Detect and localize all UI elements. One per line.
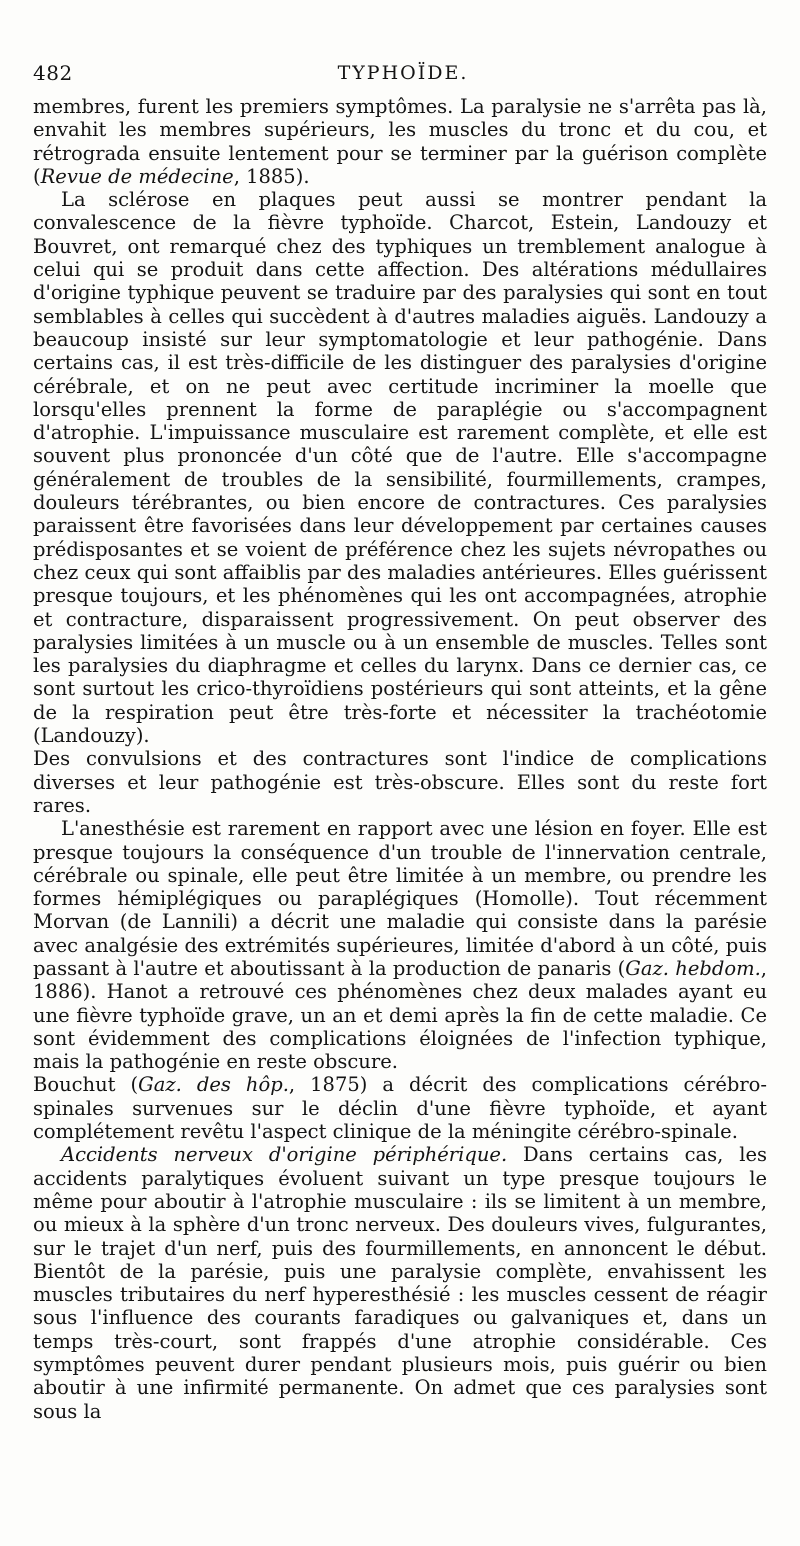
body-text (33, 95, 767, 1423)
page-number: 482 (33, 61, 73, 85)
running-title: TYPHOÏDE. (337, 62, 469, 84)
citation-gaz-des-hop: Gaz. des hôp. (138, 1073, 289, 1097)
text-segment: , 1886). Hanot a retrouvé ces phénomènes chez deux malades ayant eu une fièvre typhoïde grave, un an et demi après la fin de cette maladie. Ce sont évidemment des complications éloignées de l'infection typhique, mais la pathogénie en reste obscure. (33, 956, 767, 1074)
section-heading-accidents-nerveux: Accidents nerveux d'origine périphérique. (61, 1143, 508, 1167)
paragraph-1 (33, 95, 767, 188)
text-segment: Dans certains cas, les accidents paralytiques évoluent suivant un type presque toujours le même pour aboutir à l'atrophie musculaire : ils se limitent à un membre, ou mieux à la sphère d'un tronc nerveux. Des douleurs vives, fulgurantes, sur le trajet d'un nerf, puis des fourmillements, en annoncent le début. Bientôt de la parésie, puis une paralysie complète, envahissent les muscles tributaires du nerf hyperesthésié : les muscles cessent de réagir sous l'influence des courants faradiques ou galvaniques et, dans un temps très-court, sont frappés d'une atrophie considérable. Ces symptômes peuvent durer pendant plusieurs mois, puis guérir ou bien aboutir à une infirmité permanente. On admet que ces paralysies sont sous la (33, 1143, 767, 1423)
paragraph-2 (33, 188, 767, 747)
text-segment: La sclérose en plaques peut aussi se montrer pendant la convalescence de la fièvre typhoïde. Charcot, Estein, Landouzy et Bouvret, ont remarqué chez des typhiques un tremblement analogue à celui qui se produit dans cette affection. Des altérations médullaires d'origine typhique peuvent se traduire par des paralysies qui sont en tout semblables à celles qui succèdent à d'autres maladies aiguës. Landouzy a beaucoup insisté sur leur symptomatologie et leur pathogénie. Dans certains cas, il est très-difficile de les distinguer des paralysies d'origine cérébrale, et on ne peut avec certitude incriminer la moelle que lorsqu'elles prennent la forme de paraplégie ou s'accompagnent d'atrophie. L'impuissance musculaire est rarement complète, et elle est souvent plus prononcée d'un côté que de l'autre. Elle s'accompagne généralement de troubles de la sensibilité, fourmillements, crampes, douleurs térébrantes, ou bien encore de contractures. Ces paralysies paraissent être favorisées dans leur développement par certaines causes prédisposantes et se voient de préférence chez les sujets névropathes ou chez ceux qui sont affaiblis par des maladies antérieures. Elles guérissent presque toujours, et les phénomènes qui les ont accompagnées, atrophie et contracture, disparaissent progressivement. On peut observer des paralysies limitées à un muscle ou à un ensemble de muscles. Telles sont les paralysies du diaphragme et celles du larynx. Dans ce dernier cas, ce sont surtout les crico-thyroïdiens postérieurs qui sont atteints, et la gêne de la respiration peut être très-forte et nécessiter la trachéotomie (Landouzy). (33, 188, 767, 748)
text-segment: L'anesthésie est rarement en rapport avec une lésion en foyer. Elle est presque toujours la conséquence d'un trouble de l'innervation centrale, cérébrale ou spinale, elle peut être limitée à un membre, ou prendre les formes hémiplégiques ou paraplégiques (Homolle). Tout récemment Morvan (de Lannili) a décrit une maladie qui consiste dans la parésie avec analgésie des extrémités supérieures, limitée d'abord à un côté, puis passant à l'autre et aboutissant à la production de panaris ( (33, 817, 767, 980)
paragraph-4 (33, 817, 767, 1073)
text-segment: , 1875) a décrit des complications cérébro-spinales survenues sur le déclin d'une fièvre typhoïde, et ayant complétement revêtu l'aspect clinique de la méningite cérébro-spinale. (33, 1073, 768, 1144)
text-segment: Des convulsions et des contractures sont l'indice de complications diverses et leur pathogénie est très-obscure. Elles sont du reste fort rares. (33, 747, 767, 817)
paragraph-6 (33, 1143, 767, 1423)
citation-gaz-hebdom: Gaz. hebdom. (625, 956, 761, 980)
paragraph-5 (33, 1073, 767, 1143)
text-segment: , 1885). (233, 164, 310, 188)
page-header (33, 60, 773, 86)
text-segment: membres, furent les premiers symptômes. La paralysie ne s'arrêta pas là, envahit les membres supérieurs, les muscles du tronc et du cou, et rétrograda ensuite lentement pour se terminer par la guérison complète ( (33, 95, 767, 188)
citation-revue-de-medecine: Revue de médecine (40, 164, 234, 188)
paragraph-3 (33, 747, 767, 817)
text-segment: Bouchut ( (33, 1073, 139, 1097)
